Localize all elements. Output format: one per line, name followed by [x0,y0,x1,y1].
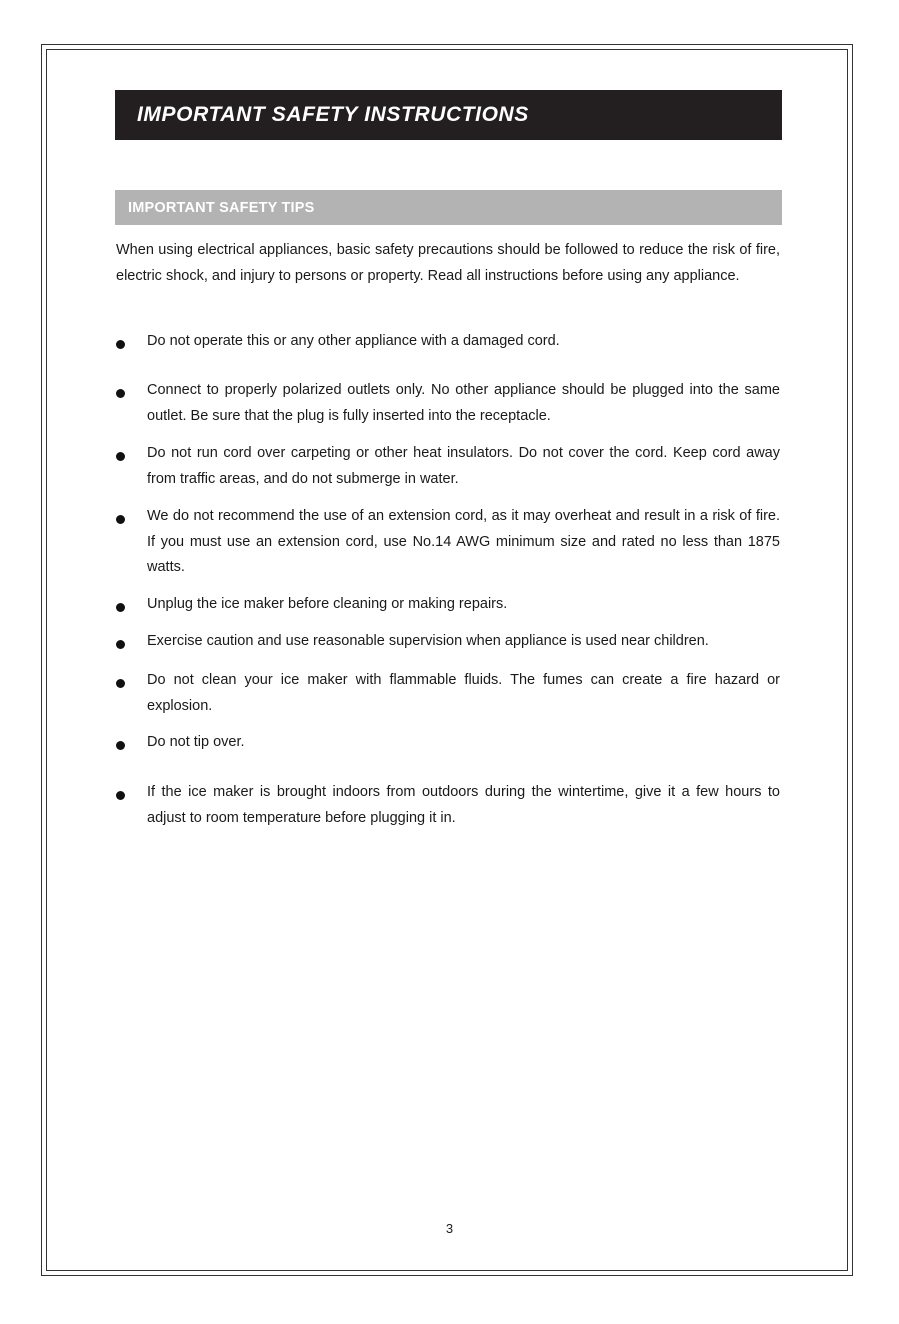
bullet-text: Do not clean your ice maker with flammable fluids. The fumes can create a fire hazard or explosion. [147,672,780,714]
bullet-text: Exercise caution and use reasonable supervision when appliance is used near children. [147,633,709,649]
bullet-item [116,734,780,756]
bullet-item [116,508,780,581]
bullet-dot-icon [116,672,147,719]
title-banner [115,90,782,140]
bullet-item [116,633,780,655]
bullet-text: We do not recommend the use of an extension cord, as it may overheat and result in a risk of fire. If you must use an extension cord, use No.14 AWG minimum size and rated no less than 1875 watts. [147,508,780,575]
bullet-text: Do not tip over. [147,734,245,750]
bullet-dot-icon [116,633,147,655]
bullet-item [116,333,780,355]
bullet-item [116,382,780,429]
bullet-text: If the ice maker is brought indoors from outdoors during the wintertime, give it a few hours to adjust to room temperature before plugging it in. [147,784,780,826]
bullet-dot-icon [116,333,147,355]
bullet-dot-icon [116,508,147,581]
page-number: 3 [445,1221,454,1236]
section-heading: IMPORTANT SAFETY TIPS [128,199,315,216]
bullet-item [116,445,780,492]
bullet-dot-icon [116,445,147,492]
page-title: IMPORTANT SAFETY INSTRUCTIONS [137,103,529,126]
page-border-inner [46,49,848,1271]
bullet-text: Do not run cord over carpeting or other heat insulators. Do not cover the cord. Keep cord away from traffic areas, and do not submerge in water. [147,445,780,487]
bullet-dot-icon [116,596,147,618]
bullet-item [116,596,780,618]
section-banner [115,190,782,225]
bullet-text: Connect to properly polarized outlets only. No other appliance should be plugged into the same outlet. Be sure that the plug is fully inserted into the receptacle. [147,382,780,424]
bullet-dot-icon [116,382,147,429]
intro-paragraph: When using electrical appliances, basic safety precautions should be followed to reduce the risk of fire, electric shock, and injury to persons or property. Read all instructions before using any appliance. [116,242,780,284]
bullet-text: Unplug the ice maker before cleaning or making repairs. [147,596,508,612]
bullet-dot-icon [116,734,147,756]
bullet-dot-icon [116,784,147,831]
bullet-item [116,784,780,831]
bullet-text: Do not operate this or any other appliance with a damaged cord. [147,333,560,349]
bullet-item [116,672,780,719]
